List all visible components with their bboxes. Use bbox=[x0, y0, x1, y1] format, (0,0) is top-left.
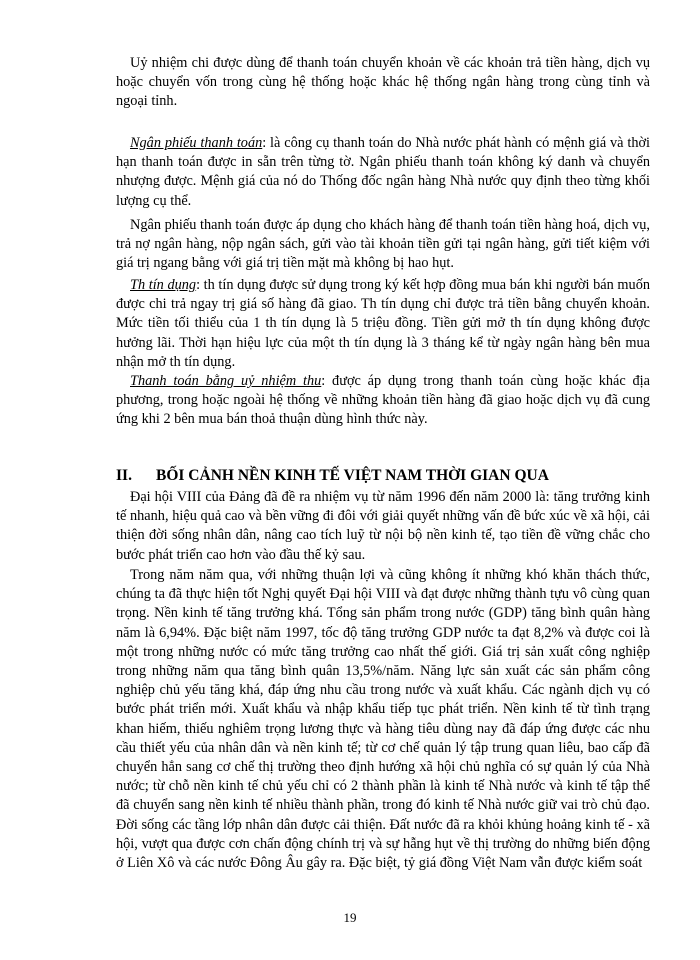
paragraph-text: : th tín dụng được sử dụng trong ký kết hợp đồng mua bán khi người bán muốn được chi trả ngay trị giá số hàng đã giao. Th tín dụng chỉ được trả tiền bằng chuyển khoản. Mức tiền tối thiểu của 1 th tín dụng là 5 triệu đồng. Tiền gửi mở th tín dụng không được hưởng lãi. Thời hạn hiệu lực của một th tín dụng là 3 tháng kể từ ngày ngân hàng bên mua nhận mở th tín dụng. bbox=[116, 277, 650, 370]
paragraph-text: Trong năm năm qua, với những thuận lợi và cũng không ít những khó khăn thách thức, chúng ta đã thực hiện tốt Nghị quyết Đại hội VIII và đạt được những thành tựu vô cùng quan trọng. Nền kinh tế tăng trưởng khá. Tổng sản phẩm trong nước (GDP) tăng bình quân hàng năm là 6,94%. Đặc biệt năm 1997, tốc độ tăng trưởng GDP nước ta đạt 8,2% và được coi là một trong những nước có mức tăng trưởng cao nhất thế giới. Giá trị sản xuất công nghiệp trong những năm qua tăng bình quân 13,5%/năm. Năng lực sản xuất các sản phẩm công nghiệp chủ yếu tăng khá, đáp ứng nhu cầu trong nước và xuất khẩu. Các ngành dịch vụ có bước phát triển mới. Xuất khẩu và nhập khẩu tiếp tục phát triển. Nền kinh tế từ tình trạng khan hiếm, thiếu nghiêm trọng lương thực và hàng tiêu dùng nay đã đáp ứng được các nhu cầu thiết yếu của nhân dân và nền kinh tế; từ cơ chế quản lý tập trung quan liêu, bao cấp đã chuyển hẳn sang cơ chế thị trường theo định hướng xã hội chủ nghĩa có sự quản lý của Nhà nước; từ chỗ nền kinh tế chủ yếu chỉ có 2 thành phần là kinh tế Nhà nước và kinh tế tập thể đã chuyển sang nền kinh tế nhiều thành phần, trong đó kinh tế Nhà nước giữ vai trò chủ đạo. Đời sống các tầng lớp nhân dân được cải thiện. Đất nước đã ra khỏi khủng hoảng kinh tế - xã hội, vượt qua được cơn chấn động chính trị và sự hẫng hụt về thị trường do những biến động ở Liên Xô và các nước Đông Âu gây ra. Đặc biệt, tỷ giá đồng Việt Nam vẫn được kiểm soát bbox=[116, 567, 650, 872]
paragraph-text: Đại hội VIII của Đảng đã đề ra nhiệm vụ từ năm 1996 đến năm 2000 là: tăng trưởng kinh tế nhanh, hiệu quả cao và bền vững đi đôi với giải quyết những vấn đề bức xúc về xã hội, cải thiện đời sống nhân dân, nâng cao tích luỹ từ nội bộ nền kinh tế, tạo tiền đề vững chắc cho bước phát triển cao hơn vào đầu thế kỷ sau. bbox=[116, 489, 650, 563]
paragraph-text: Uỷ nhiệm chi được dùng để thanh toán chuyển khoản về các khoản trả tiền hàng, dịch vụ hoặc chuyển vốn trong cùng hệ thống hoặc khác hệ thống ngân hàng trong cùng tỉnh và ngoại tỉnh. bbox=[116, 55, 650, 110]
paragraph-text: : được áp dụng trong thanh toán cùng hoặc khác địa phương, trong hoặc ngoài hệ thống về những khoản tiền hàng đã giao hoặc dịch vụ đã cung ứng khi 2 bên mua bán thoả thuận dùng hình thức này. bbox=[116, 373, 650, 428]
paragraph-ngan-phieu bbox=[116, 134, 650, 211]
paragraph-dai-hoi-viii bbox=[116, 488, 650, 565]
section-title: BỐI CẢNH NỀN KINH TẾ VIỆT NAM THỜI GIAN QUA bbox=[156, 467, 549, 484]
paragraph-text: : là công cụ thanh toán do Nhà nước phát hành có mệnh giá và thời hạn thanh toán được in sẵn trên từng tờ. Ngân phiếu thanh toán không ký danh và chuyển nhượng được. Mệnh giá của nó do Thống đốc ngân hàng Nhà nước quy định theo từng khối lượng cụ thể. bbox=[116, 135, 650, 209]
term-thu-tin-dung: Th tín dụng bbox=[130, 277, 197, 293]
paragraph-text: Ngân phiếu thanh toán được áp dụng cho khách hàng để thanh toán tiền hàng hoá, dịch vụ, trả nợ ngân hàng, nộp ngân sách, gửi vào tài khoản tiền gửi tại ngân hàng, gửi tiết kiệm với giá trị ngang bằng với giá trị tiền mặt mà không bị hao hụt. bbox=[116, 217, 650, 272]
paragraph-uy-nhiem-chi bbox=[116, 54, 650, 112]
paragraph-thu-tin-dung bbox=[116, 276, 650, 372]
paragraph-ngan-phieu-ap-dung bbox=[116, 216, 650, 274]
section-heading bbox=[116, 466, 656, 486]
term-uy-nhiem-thu: Thanh toán bằng uỷ nhiệm thu bbox=[130, 373, 322, 389]
paragraph-uy-nhiem-thu bbox=[116, 372, 650, 430]
section-number: II. bbox=[116, 467, 132, 484]
paragraph-thanh-tuu bbox=[116, 566, 650, 873]
page-number: 19 bbox=[343, 910, 357, 925]
term-ngan-phieu: Ngân phiếu thanh toán bbox=[130, 135, 263, 151]
